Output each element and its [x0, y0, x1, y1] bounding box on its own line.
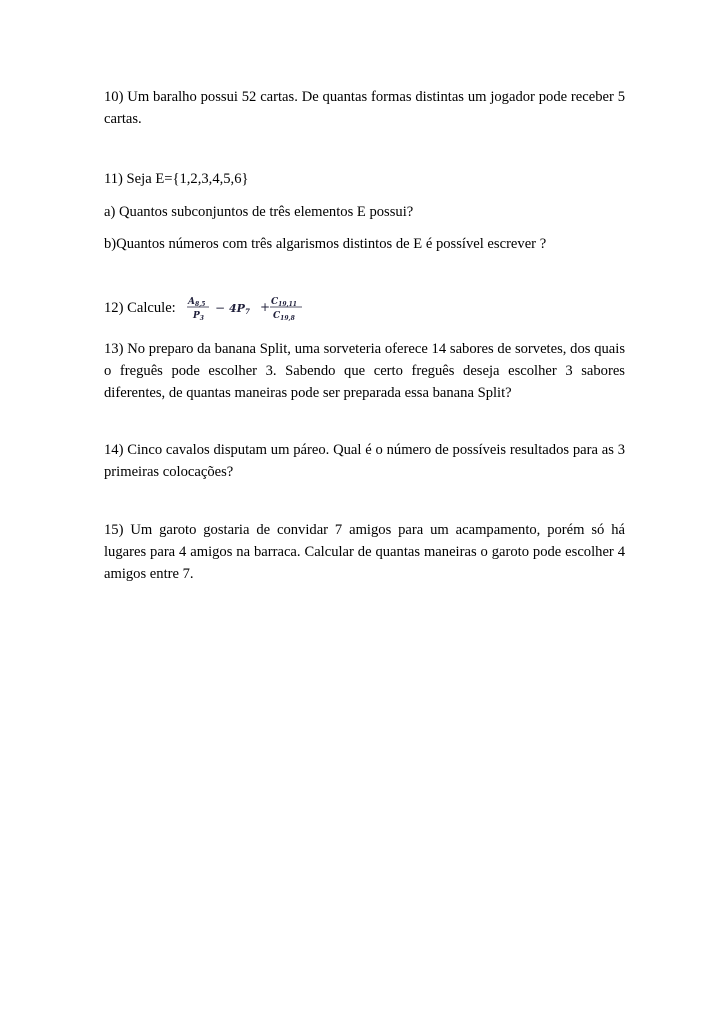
combinatorics-formula [184, 293, 344, 323]
question-12 [104, 293, 344, 323]
formula-plus: + [259, 300, 270, 314]
formula-term1-numerator: $A_{8,5}$ [187, 297, 206, 308]
question-13: 13) No preparo da banana Split, uma sorveteria oferece 14 sabores de sorvetes, dos quais o freguês pode escolher 3. Sabendo que certo freguês deseja escolher 3 sabores diferentes, de quantas maneiras pode ser preparada essa banana Split? [104, 341, 625, 401]
formula-term3-denominator: $C_{19,8}$ [272, 311, 295, 322]
question-14: 14) Cinco cavalos disputam um páreo. Qual é o número de possíveis resultados para as 3 primeiras colocações? [104, 442, 625, 480]
question-10: 10) Um baralho possui 52 cartas. De quantas formas distintas um jogador pode receber 5 cartas. [104, 89, 625, 127]
formula-minus: − [214, 301, 225, 315]
formula-term1-denominator: $P_3$ [192, 311, 204, 322]
question-11b: b)Quantos números com três algarismos distintos de E é possível escrever ? [104, 236, 547, 252]
question-11-intro: 11) Seja E={1,2,3,4,5,6} [104, 171, 249, 187]
question-15: 15) Um garoto gostaria de convidar 7 amigos para um acampamento, porém só há lugares para 4 amigos na barraca. Calcular de quantas maneiras o garoto pode escolher 4 amigos entre 7. [104, 522, 625, 582]
question-11a: a) Quantos subconjuntos de três elementos E possui? [104, 204, 414, 220]
question-12-label: 12) Calcule: [104, 299, 176, 316]
formula-term3-numerator: $C_{19,11}$ [270, 297, 297, 308]
formula-term2: 4P7 [228, 302, 250, 316]
